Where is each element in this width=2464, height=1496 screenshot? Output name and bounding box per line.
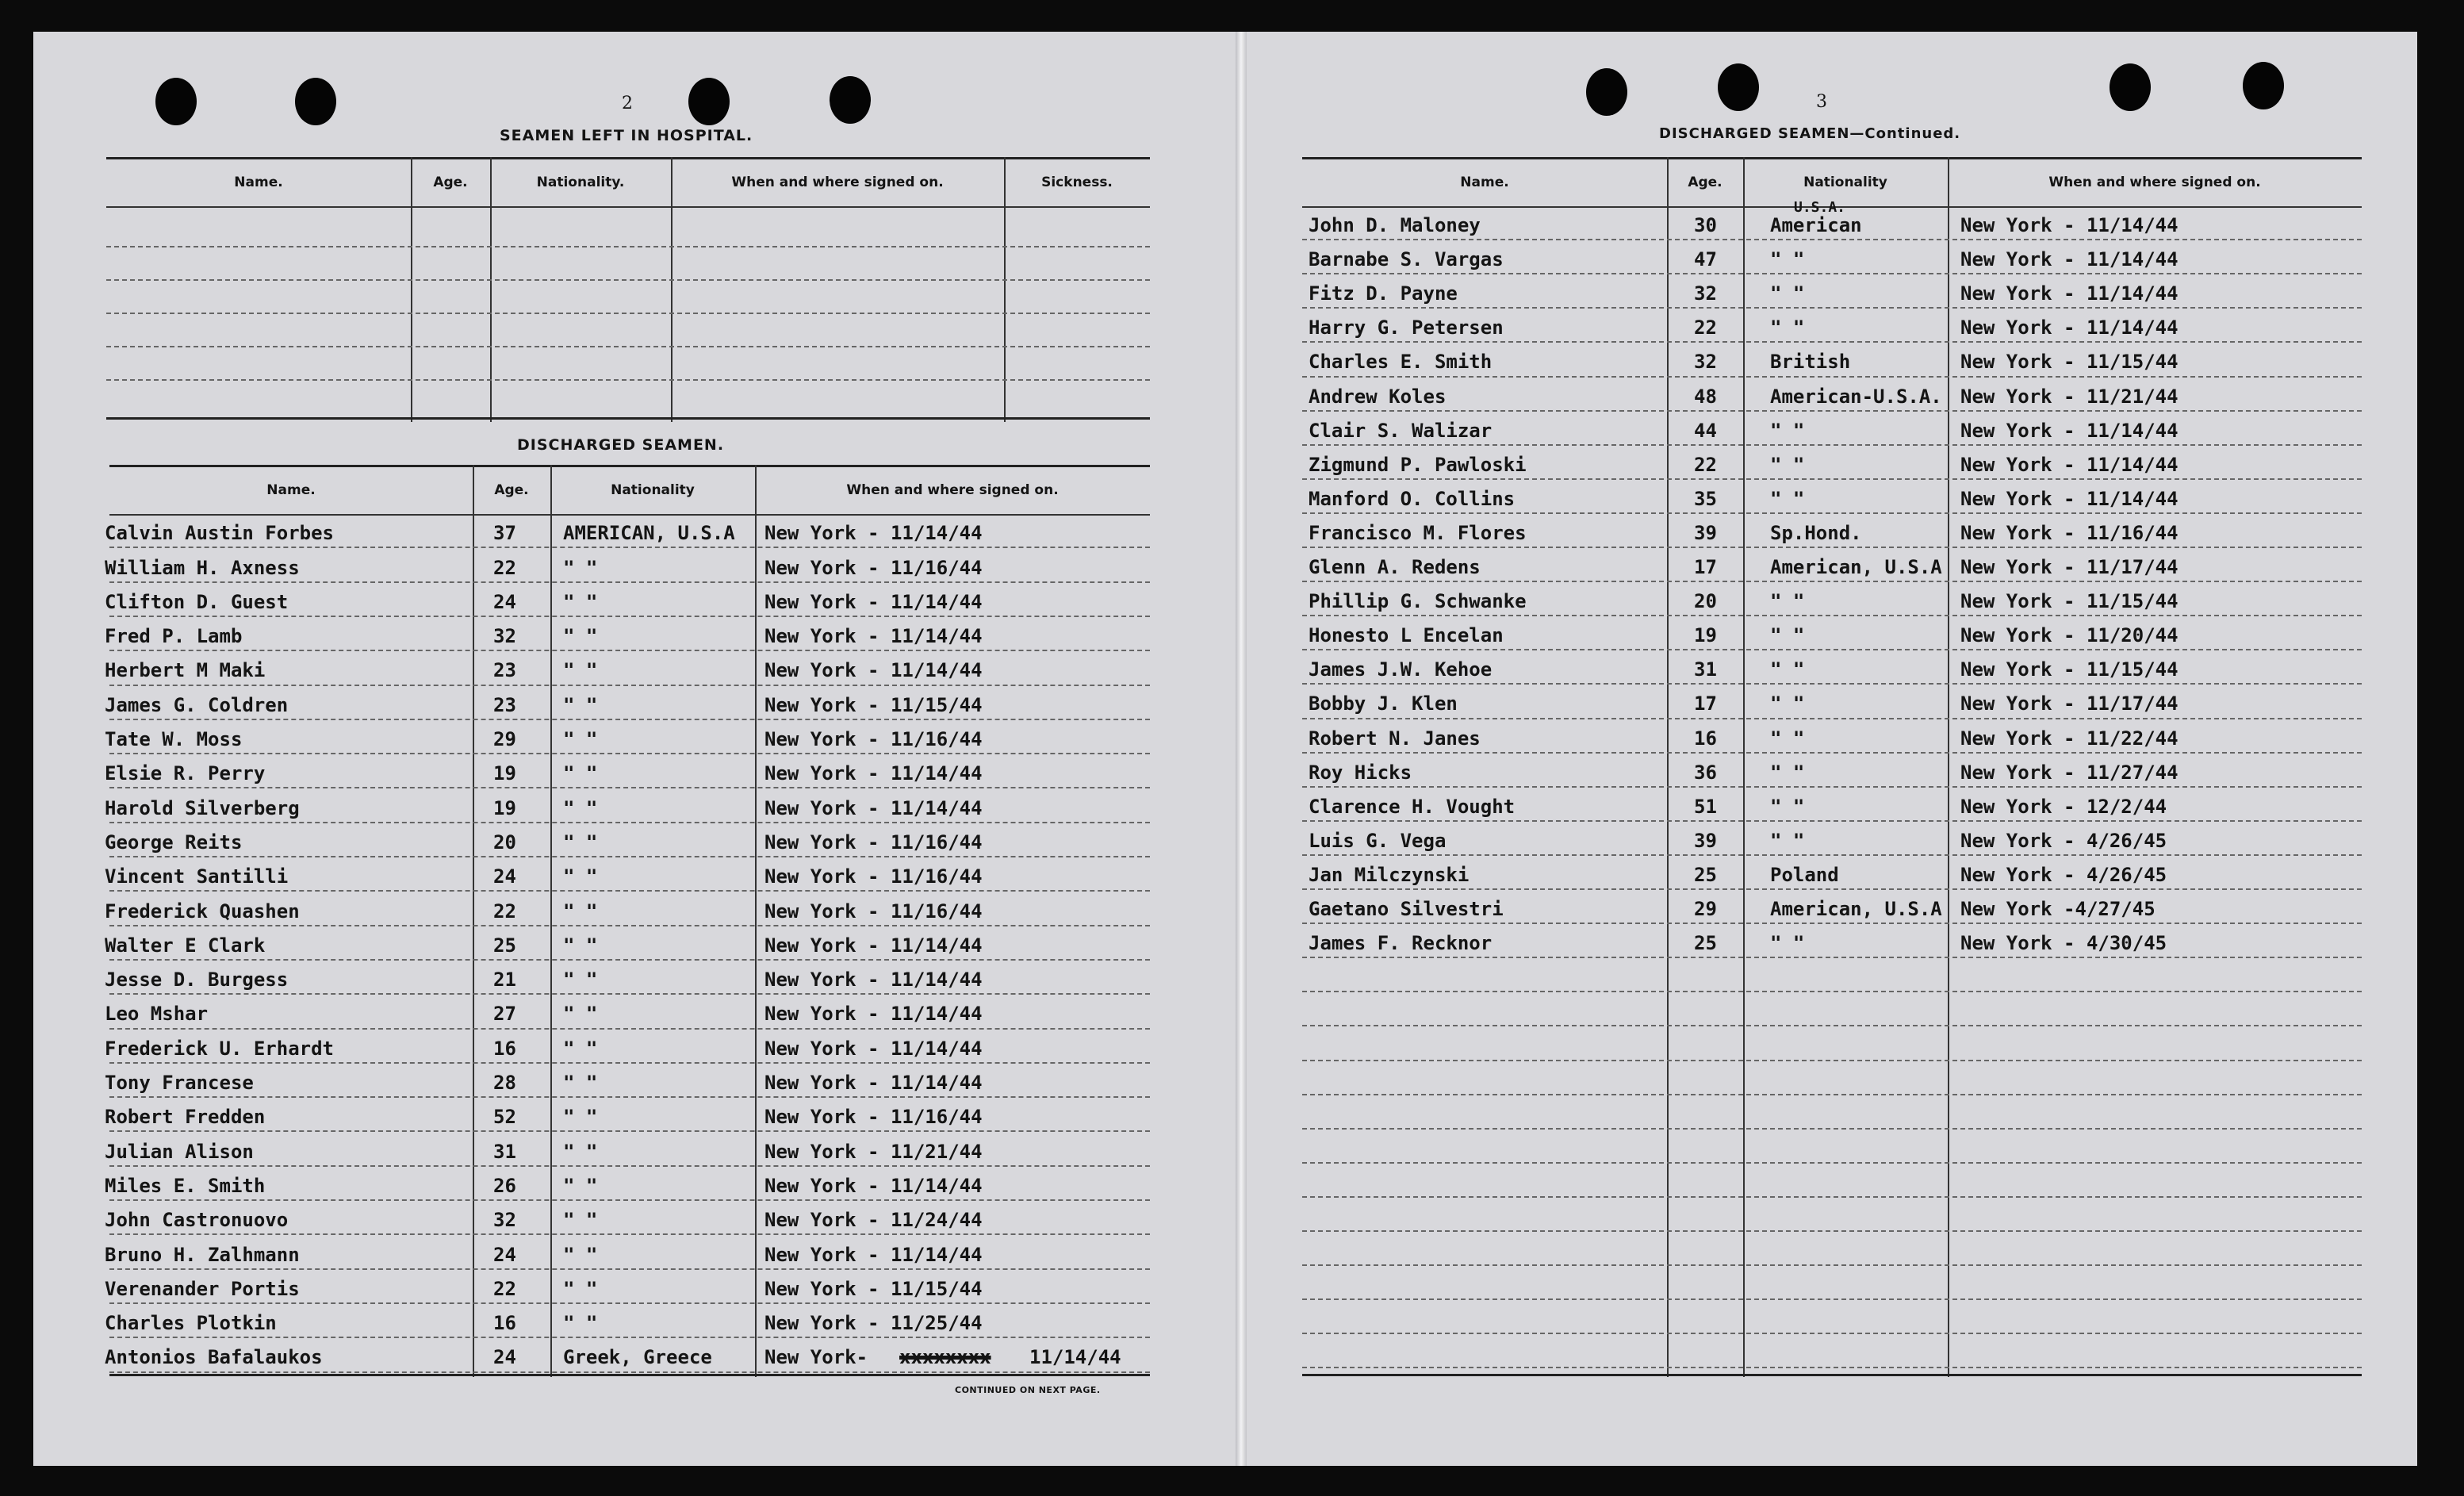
seaman-age: 20	[1694, 590, 1717, 613]
seaman-age: 24	[493, 1243, 516, 1266]
table-row	[105, 722, 1150, 756]
seaman-nationality: " "	[1770, 248, 1805, 271]
signed-on: New York - 11/21/44	[1960, 385, 2179, 408]
seaman-nationality: American-U.S.A.	[1770, 385, 1942, 408]
seaman-age: 32	[1694, 282, 1717, 305]
seaman-nationality: " "	[563, 1277, 598, 1300]
seaman-name: Roy Hicks	[1309, 761, 1412, 784]
seaman-age: 51	[1694, 795, 1717, 818]
seaman-age: 19	[493, 796, 516, 819]
hospital-col-name: Name.	[234, 175, 283, 190]
table-row	[105, 550, 1150, 584]
signed-on: New York - 11/14/44	[1960, 487, 2179, 510]
row-rule	[1302, 1367, 2362, 1368]
discharged-continued-title: DISCHARGED SEAMEN—Continued.	[1659, 125, 1961, 142]
row-rule	[1302, 1025, 2362, 1026]
signed-on: New York - 11/14/44	[764, 625, 983, 648]
seaman-name: Frederick U. Erhardt	[105, 1037, 334, 1060]
seaman-nationality: " "	[1770, 624, 1805, 647]
seaman-age: 30	[1694, 214, 1717, 237]
nationality-annotation: U.S.A.	[1794, 199, 1846, 217]
page-number: 2	[622, 94, 633, 113]
col-age: Age.	[494, 482, 529, 498]
table-row	[105, 1065, 1150, 1099]
seaman-nationality: " "	[563, 865, 598, 888]
table-row	[1302, 652, 2362, 686]
seaman-nationality: " "	[1770, 453, 1805, 476]
seaman-name: George Reits	[105, 830, 243, 853]
table-row	[1302, 618, 2362, 652]
table-row	[1302, 892, 2362, 926]
seaman-nationality: " "	[563, 762, 598, 785]
seaman-age: 44	[1694, 419, 1717, 442]
signed-on: New York - 11/14/44	[1960, 282, 2179, 305]
seaman-name: James G. Coldren	[105, 693, 289, 716]
signed-on: New York - 11/21/44	[764, 1140, 983, 1163]
table-row	[105, 619, 1150, 653]
seaman-age: 16	[493, 1312, 516, 1335]
seaman-nationality: American, U.S.A	[1770, 556, 1942, 579]
seaman-nationality: " "	[563, 1312, 598, 1335]
seaman-name: James F. Recknor	[1309, 932, 1493, 955]
col-age: Age.	[1688, 175, 1723, 190]
hospital-table	[106, 157, 1150, 422]
row-rule	[1302, 991, 2362, 992]
seaman-name: William H. Axness	[105, 556, 300, 579]
seaman-age: 19	[1694, 624, 1717, 647]
seaman-nationality: " "	[563, 796, 598, 819]
table-row	[105, 1203, 1150, 1237]
seaman-name: Phillip G. Schwanke	[1309, 590, 1527, 613]
seaman-age: 28	[493, 1072, 516, 1095]
table-row	[105, 928, 1150, 962]
seaman-name: Robert N. Janes	[1309, 727, 1481, 750]
seaman-nationality: " "	[1770, 419, 1805, 442]
seaman-age: 52	[493, 1106, 516, 1129]
seaman-nationality: " "	[563, 625, 598, 648]
seaman-name: Zigmund P. Pawloski	[1309, 453, 1527, 476]
seaman-nationality: " "	[1770, 282, 1805, 305]
hospital-col-age: Age.	[433, 175, 468, 190]
seaman-nationality: Sp.Hond.	[1770, 521, 1862, 544]
table-row	[105, 893, 1150, 927]
seaman-nationality: " "	[1770, 487, 1805, 510]
seaman-name: Vincent Santilli	[105, 865, 289, 888]
seaman-name: Herbert M Maki	[105, 659, 266, 682]
seaman-nationality: " "	[563, 1072, 598, 1095]
table-row	[105, 516, 1150, 550]
signed-on: New York - 11/14/44	[1960, 248, 2179, 271]
seaman-nationality: " "	[1770, 932, 1805, 955]
seaman-age: 22	[1694, 316, 1717, 339]
seaman-age: 22	[493, 900, 516, 923]
seaman-age: 19	[493, 762, 516, 785]
seaman-nationality: " "	[1770, 727, 1805, 750]
discharged-table-right	[1302, 157, 2362, 1377]
col-name: Name.	[1460, 175, 1509, 190]
seaman-name: Bobby J. Klen	[1309, 692, 1458, 715]
seaman-nationality: Poland	[1770, 863, 1839, 886]
signed-on: New York - 11/14/44	[1960, 316, 2179, 339]
signed-on: New York - 4/26/45	[1960, 829, 2167, 852]
signed-on: New York - 11/14/44	[764, 796, 983, 819]
signed-on: New York - 11/17/44	[1960, 692, 2179, 715]
row-rule	[1302, 1060, 2362, 1061]
seaman-nationality: " "	[563, 1106, 598, 1129]
seaman-age: 32	[1694, 351, 1717, 374]
punch-hole	[1586, 68, 1627, 116]
col-nationality: Nationality	[1803, 175, 1887, 190]
seaman-name: Verenander Portis	[105, 1277, 300, 1300]
blank-row	[106, 246, 1150, 247]
signed-on: New York - 11/14/44	[764, 1072, 983, 1095]
signed-on: New York - 11/15/44	[1960, 590, 2179, 613]
hospital-section-title: SEAMEN LEFT IN HOSPITAL.	[500, 127, 753, 144]
table-row	[1302, 199, 2362, 242]
seaman-name: Bruno H. Zalhmann	[105, 1243, 300, 1266]
seaman-nationality: " "	[563, 1243, 598, 1266]
seaman-nationality: " "	[1770, 692, 1805, 715]
seaman-age: 25	[493, 934, 516, 957]
signed-on: New York - 11/14/44	[1960, 214, 2179, 237]
signed-on: New York - 11/16/44	[764, 556, 983, 579]
seaman-age: 22	[493, 1277, 516, 1300]
seaman-nationality: " "	[563, 556, 598, 579]
table-row	[1302, 857, 2362, 892]
hospital-col-nationality: Nationality.	[536, 175, 625, 190]
blank-row	[106, 279, 1150, 281]
seaman-nationality: " "	[1770, 795, 1805, 818]
seaman-age: 26	[493, 1174, 516, 1197]
blank-row	[106, 346, 1150, 347]
seaman-name: Honesto L Encelan	[1309, 624, 1504, 647]
signed-on: New York - 11/15/44	[1960, 658, 2179, 681]
table-row	[105, 653, 1150, 687]
col-signed-on: When and where signed on.	[846, 482, 1059, 498]
seaman-name: Barnabe S. Vargas	[1309, 248, 1504, 271]
seaman-name: Walter E Clark	[105, 934, 266, 957]
signed-on: New York - 11/14/44	[764, 762, 983, 785]
seaman-nationality: " "	[1770, 761, 1805, 784]
row-rule	[1302, 1264, 2362, 1266]
seaman-nationality: " "	[1770, 658, 1805, 681]
seaman-name: Glenn A. Redens	[1309, 556, 1481, 579]
row-rule	[1302, 1333, 2362, 1334]
seaman-age: 25	[1694, 863, 1717, 886]
col-nationality: Nationality	[611, 482, 695, 498]
table-row	[105, 790, 1150, 824]
seaman-nationality: " "	[563, 1003, 598, 1026]
seaman-name: Manford O. Collins	[1309, 487, 1516, 510]
signed-on: New York - 11/16/44	[764, 830, 983, 853]
table-row	[1302, 789, 2362, 823]
col-name: Name.	[266, 482, 316, 498]
signed-on-date: 11/14/44	[1029, 1346, 1121, 1369]
signed-on: New York - 12/2/44	[1960, 795, 2167, 818]
seaman-nationality: AMERICAN, U.S.A	[563, 522, 735, 545]
signed-on: New York - 11/14/44	[1960, 419, 2179, 442]
seaman-nationality: " "	[563, 830, 598, 853]
seaman-name: Leo Mshar	[105, 1003, 209, 1026]
seaman-nationality: " "	[563, 1174, 598, 1197]
seaman-name: Gaetano Silvestri	[1309, 898, 1504, 921]
seaman-nationality: " "	[563, 934, 598, 957]
signed-on: New York-	[764, 1346, 868, 1369]
table-row	[105, 1031, 1150, 1065]
seaman-name: Jan Milczynski	[1309, 863, 1470, 886]
table-row	[105, 1306, 1150, 1340]
seaman-name: Clifton D. Guest	[105, 590, 289, 613]
seaman-name: Charles E. Smith	[1309, 351, 1493, 374]
seaman-name: Charles Plotkin	[105, 1312, 277, 1335]
signed-on: New York - 11/15/44	[764, 1277, 983, 1300]
seaman-age: 32	[493, 1209, 516, 1232]
table-row	[1302, 516, 2362, 550]
signed-on: New York - 4/30/45	[1960, 932, 2167, 955]
seaman-nationality: " "	[563, 693, 598, 716]
continued-note: CONTINUED ON NEXT PAGE.	[955, 1385, 1101, 1395]
table-row	[1302, 721, 2362, 755]
table-row	[1302, 447, 2362, 481]
seaman-age: 22	[493, 556, 516, 579]
signed-on: New York - 11/16/44	[764, 900, 983, 923]
signed-on: New York - 11/14/44	[764, 1003, 983, 1026]
seaman-name: Tate W. Moss	[105, 728, 243, 751]
punch-hole	[830, 76, 871, 124]
signed-on: New York - 11/22/44	[1960, 727, 2179, 750]
punch-hole	[1718, 63, 1759, 111]
signed-on: New York -4/27/45	[1960, 898, 2156, 921]
signed-on: New York - 4/26/45	[1960, 863, 2167, 886]
discharged-section-title: DISCHARGED SEAMEN.	[517, 436, 725, 454]
signed-on: New York - 11/14/44	[764, 969, 983, 992]
seaman-age: 39	[1694, 521, 1717, 544]
table-row	[1302, 276, 2362, 310]
signed-on: New York - 11/16/44	[764, 1106, 983, 1129]
table-row	[105, 825, 1150, 859]
seaman-name: Elsie R. Perry	[105, 762, 266, 785]
seaman-age: 17	[1694, 556, 1717, 579]
table-row	[105, 1099, 1150, 1134]
row-rule	[1302, 1230, 2362, 1232]
seaman-nationality: " "	[563, 590, 598, 613]
seaman-nationality: " "	[563, 1140, 598, 1163]
seaman-age: 36	[1694, 761, 1717, 784]
seaman-age: 29	[493, 728, 516, 751]
seaman-age: 27	[493, 1003, 516, 1026]
hospital-col-sickness: Sickness.	[1041, 175, 1113, 190]
seaman-name: Fitz D. Payne	[1309, 282, 1458, 305]
seaman-nationality: " "	[1770, 316, 1805, 339]
seaman-nationality: American, U.S.A	[1770, 898, 1942, 921]
table-row	[105, 585, 1150, 619]
row-rule	[1302, 1196, 2362, 1198]
table-row	[1302, 926, 2362, 960]
seaman-age: 16	[1694, 727, 1717, 750]
punch-hole	[295, 78, 336, 125]
hospital-col-signed-on: When and where signed on.	[731, 175, 944, 190]
seaman-name: Harold Silverberg	[105, 796, 300, 819]
seaman-age: 22	[1694, 453, 1717, 476]
seaman-nationality: British	[1770, 351, 1851, 374]
seaman-age: 39	[1694, 829, 1717, 852]
seaman-name: Clarence H. Vought	[1309, 795, 1516, 818]
seaman-name: Francisco M. Flores	[1309, 521, 1527, 544]
table-row	[105, 688, 1150, 722]
seaman-age: 35	[1694, 487, 1717, 510]
seaman-nationality: " "	[563, 1209, 598, 1232]
seaman-name: Antonios Bafalaukos	[105, 1346, 323, 1369]
table-row	[105, 1237, 1150, 1271]
blank-row	[106, 379, 1150, 381]
row-rule	[1302, 1128, 2362, 1130]
seaman-nationality: American	[1770, 214, 1862, 237]
signed-on: New York - 11/16/44	[1960, 521, 2179, 544]
seaman-name: Jesse D. Burgess	[105, 969, 289, 992]
table-row	[105, 1168, 1150, 1203]
table-row	[105, 1340, 1150, 1374]
seaman-name: John D. Maloney	[1309, 214, 1481, 237]
seaman-name: Andrew Koles	[1309, 385, 1447, 408]
seaman-name: Miles E. Smith	[105, 1174, 266, 1197]
punch-hole	[155, 78, 197, 125]
seaman-age: 24	[493, 865, 516, 888]
seaman-age: 48	[1694, 385, 1717, 408]
signed-on: New York - 11/15/44	[764, 693, 983, 716]
signed-on: New York - 11/15/44	[1960, 351, 2179, 374]
seaman-name: James J.W. Kehoe	[1309, 658, 1493, 681]
table-row	[1302, 550, 2362, 584]
seaman-age: 25	[1694, 932, 1717, 955]
seaman-name: Robert Fredden	[105, 1106, 266, 1129]
seaman-nationality: " "	[1770, 829, 1805, 852]
table-row	[1302, 481, 2362, 516]
page-gutter	[1236, 32, 1247, 1466]
table-row	[105, 996, 1150, 1030]
table-row	[1302, 584, 2362, 618]
punch-hole	[2243, 62, 2284, 109]
signed-on: New York - 11/14/44	[764, 659, 983, 682]
table-row	[1302, 823, 2362, 857]
seaman-age: 37	[493, 522, 516, 545]
seaman-age: 24	[493, 590, 516, 613]
seaman-name: Fred P. Lamb	[105, 625, 243, 648]
discharged-table-left	[105, 465, 1150, 1377]
seaman-age: 29	[1694, 898, 1717, 921]
signed-on: New York - 11/17/44	[1960, 556, 2179, 579]
seaman-name: Clair S. Walizar	[1309, 419, 1493, 442]
signed-on: New York - 11/16/44	[764, 728, 983, 751]
seaman-nationality: " "	[563, 900, 598, 923]
punch-hole	[2110, 63, 2151, 111]
seaman-age: 31	[1694, 658, 1717, 681]
seaman-name: Julian Alison	[105, 1140, 254, 1163]
table-row	[1302, 310, 2362, 344]
seaman-nationality: " "	[563, 728, 598, 751]
seaman-name: Frederick Quashen	[105, 900, 300, 923]
row-rule	[1302, 1298, 2362, 1300]
page-number: 3	[1816, 92, 1827, 112]
seaman-age: 47	[1694, 248, 1717, 271]
table-row	[105, 859, 1150, 893]
col-signed-on: When and where signed on.	[2048, 175, 2261, 190]
seaman-age: 16	[493, 1037, 516, 1060]
seaman-age: 20	[493, 830, 516, 853]
seaman-nationality: Greek, Greece	[563, 1346, 712, 1369]
seaman-age: 31	[493, 1140, 516, 1163]
signed-on: New York - 11/16/44	[764, 865, 983, 888]
signed-on: New York - 11/20/44	[1960, 624, 2179, 647]
table-row	[1302, 379, 2362, 413]
seaman-age: 32	[493, 625, 516, 648]
table-row	[105, 1134, 1150, 1168]
seaman-nationality: " "	[563, 1037, 598, 1060]
blank-row	[106, 313, 1150, 314]
table-row	[105, 756, 1150, 790]
table-row	[105, 962, 1150, 996]
seaman-name: Calvin Austin Forbes	[105, 522, 334, 545]
seaman-age: 23	[493, 659, 516, 682]
table-row	[1302, 413, 2362, 447]
seaman-age: 21	[493, 969, 516, 992]
punch-hole	[688, 78, 730, 125]
seaman-nationality: " "	[563, 969, 598, 992]
table-row	[1302, 755, 2362, 789]
signed-on: New York - 11/14/44	[764, 522, 983, 545]
signed-on: New York - 11/14/44	[764, 934, 983, 957]
table-row	[1302, 242, 2362, 276]
table-row	[1302, 686, 2362, 720]
seaman-age: 24	[493, 1346, 516, 1369]
row-rule	[1302, 1094, 2362, 1095]
table-row	[1302, 344, 2362, 378]
seaman-name: Tony Francese	[105, 1072, 254, 1095]
signed-on: New York - 11/27/44	[1960, 761, 2179, 784]
signed-on: New York - 11/14/44	[764, 1174, 983, 1197]
seaman-nationality: " "	[1770, 590, 1805, 613]
signed-on: New York - 11/14/44	[764, 1037, 983, 1060]
seaman-age: 17	[1694, 692, 1717, 715]
table-row	[105, 1272, 1150, 1306]
row-rule	[1302, 1162, 2362, 1164]
struck-text: xxxxxxxx	[899, 1346, 991, 1369]
seaman-name: Luis G. Vega	[1309, 829, 1447, 852]
signed-on: New York - 11/14/44	[764, 590, 983, 613]
seaman-age: 23	[493, 693, 516, 716]
signed-on: New York - 11/25/44	[764, 1312, 983, 1335]
signed-on: New York - 11/14/44	[764, 1243, 983, 1266]
seaman-name: Harry G. Petersen	[1309, 316, 1504, 339]
seaman-nationality: " "	[563, 659, 598, 682]
seaman-name: John Castronuovo	[105, 1209, 289, 1232]
signed-on: New York - 11/14/44	[1960, 453, 2179, 476]
signed-on: New York - 11/24/44	[764, 1209, 983, 1232]
